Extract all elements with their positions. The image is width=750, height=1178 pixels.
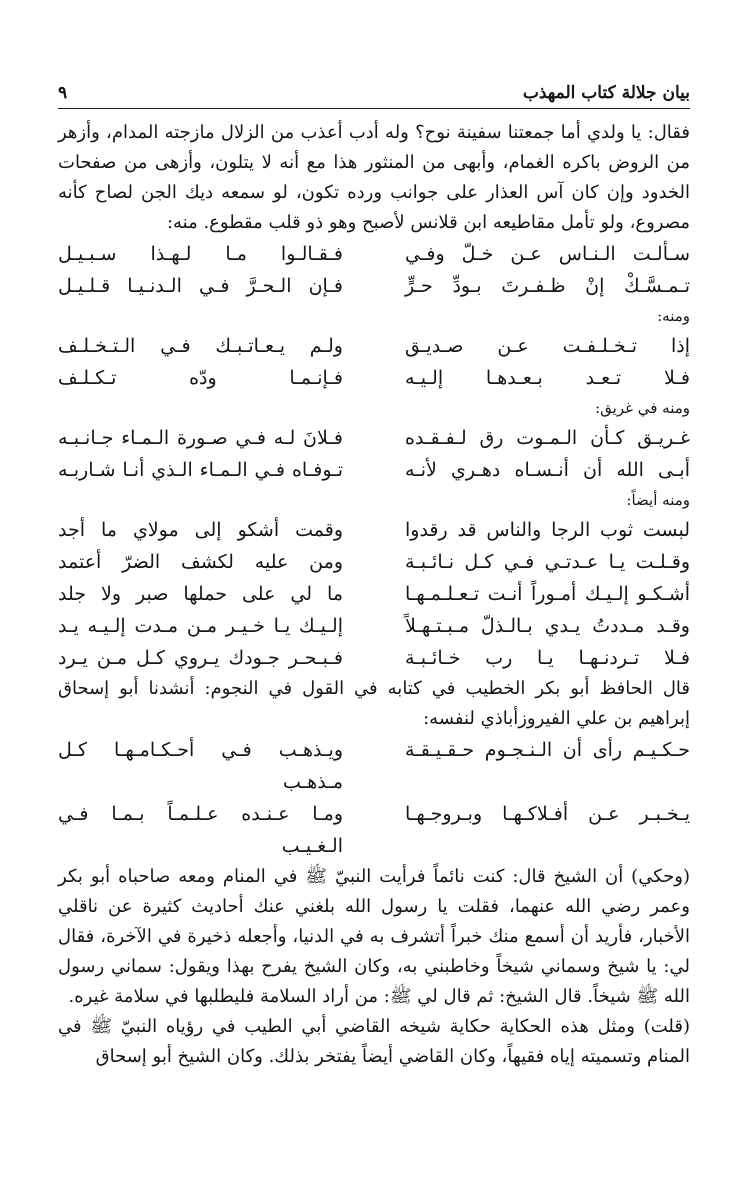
page-number: ٩ — [58, 83, 68, 103]
verse-second-hemistich: ولـم يـعـاتـبـك فـي الـتـخـلـف — [58, 335, 343, 357]
verse-second-hemistich: فـإن الـحـرَّ فـي الـدنـيـا قـلـيـل — [58, 275, 343, 297]
prose-line: رسول الله ﷺ شيخاً. قال الشيخ: ثم قال لي ﷺ: من أراد السلامة فليطلبها في سلامة — [58, 956, 690, 1007]
verse-first-hemistich: يـخـبـر عـن أفـلاكـهـا وبـروجـهـا — [405, 803, 690, 825]
verse-first-hemistich: تـمـسَّـكْ إنْ ظـفـرتَ بـودِّ حـرٍّ — [405, 275, 690, 297]
prose-line: الأخبار، فأريد أن أسمع منك خبراً أتشرف به في الدنيا، وأجعله ذخيرة في الآخرة، فقال — [58, 926, 690, 947]
hemistich-gap — [343, 514, 405, 546]
verse-second-hemistich: فـبـحـر جـودك يـروي كـل مـن يـرد — [58, 647, 343, 669]
verse-line — [58, 546, 690, 578]
running-title: بيان جلالة كتاب المهذب — [522, 83, 690, 103]
verse-first-hemistich: فـلا تـعـد بـعـدهـا إلـيـه — [405, 367, 690, 389]
prose-line: لي: يا شيخ وسماني شيخاً وخاطبني به، وكان الشيخ يفرح بهذا ويقول: سماني — [110, 956, 690, 977]
prose-line: قال الحافظ أبو بكر الخطيب في كتابه في القول في النجوم: أنشدنا أبو إسحاق — [58, 678, 690, 699]
verse-second-hemistich: ويـذهـب فـي أحـكـامـهـا كـل مـذهـب — [58, 739, 343, 793]
verse-first-hemistich: أشـكـو إلـيـك أمـوراً أنـت تـعـلـمـهـا — [405, 583, 690, 605]
hemistich-gap — [343, 238, 405, 270]
verse-first-hemistich: وقـلـت يـا عـدتـي فـي كـل نـائـبـة — [405, 551, 690, 573]
hemistich-gap — [343, 422, 405, 454]
section-label: ومنه أيضاً: — [626, 491, 690, 509]
verse-second-hemistich: ومـا عـنـده عـلـمـاً بـمـا فـي الـغـيـب — [58, 803, 343, 857]
verse-line — [58, 734, 690, 798]
verse-line — [58, 362, 690, 394]
verse-first-hemistich: فـلا تـردنـهـا يـا رب خـائـبـة — [405, 647, 690, 669]
prose-paragraph — [58, 862, 690, 1012]
verse-second-hemistich: تـوفـاه فـي الـمـاء الـذي أنـا شـاربـه — [58, 459, 343, 481]
section-label: ومنه: — [657, 307, 690, 325]
prose-line: مصروع، ولو تأمل مقاطيعه ابن قلانس لأصبح وهو ذو قلب مقطوع. منه: — [166, 212, 690, 233]
prose-paragraph — [58, 118, 690, 238]
prose-line: المنام وتسميته إياه فقيهاً، وكان القاضي أيضاً يفتخر بذلك. وكان الشيخ أبو إسحاق — [95, 1046, 690, 1067]
page-body — [58, 118, 690, 1072]
verse-line — [58, 642, 690, 674]
verse-line — [58, 422, 690, 454]
hemistich-gap — [343, 330, 405, 362]
hemistich-gap — [343, 270, 405, 302]
verse-line — [58, 578, 690, 610]
verse-second-hemistich: فـقـالـوا مـا لـهـذا سـبـيـل — [58, 243, 343, 265]
verse-line — [58, 330, 690, 362]
verse-line — [58, 454, 690, 486]
hemistich-gap — [343, 734, 405, 798]
verse-first-hemistich: أبـى الله أن أنـسـاه دهـري لأنـه — [405, 459, 690, 481]
verse-second-hemistich: ومن عليه لكشف الضرّ أعتمد — [58, 551, 343, 573]
hemistich-gap — [343, 798, 405, 862]
prose-paragraph — [58, 674, 690, 734]
verse-first-hemistich: وقـد مـددتُ يـدي بـالـذلّ مـبـتـهـلاً — [405, 615, 690, 637]
prose-line: (قلت) ومثل هذه الحكاية حكاية شيخه القاضي أبي الطيب في رؤياه النبيّ ﷺ في — [58, 1016, 690, 1037]
verse-first-hemistich: سـألـت الـنـاس عـن خـلّ وفـي — [405, 243, 690, 265]
verse-first-hemistich: لبست ثوب الرجا والناس قد رقدوا — [405, 519, 690, 541]
verse-second-hemistich: فـلانَ لـه فـي صـورة الـمـاء جـانـبـه — [58, 427, 343, 449]
verse-line — [58, 238, 690, 270]
verse-second-hemistich: فـإنـمـا ودّه تـكـلـف — [58, 367, 343, 389]
prose-line: من الروض باكره الغمام، وأبهى من المنثور هذا مع أنه لا يتلون، وأزهى من صفحات — [58, 152, 690, 173]
verse-line — [58, 270, 690, 302]
hemistich-gap — [343, 642, 405, 674]
page-header — [58, 80, 690, 109]
hemistich-gap — [343, 610, 405, 642]
verse-first-hemistich: إذا تـخـلـفـت عـن صـديـق — [405, 335, 690, 357]
prose-paragraph — [58, 1012, 690, 1072]
prose-line: بكر وعمر رضي الله عنهما، فقلت يا رسول الله بلغني عنك أحاديث كثيرة عن ناقلي — [58, 866, 690, 917]
hemistich-gap — [343, 454, 405, 486]
prose-line: (وحكي) أن الشيخ قال: كنت نائماً فرأيت النبيّ ﷺ في المنام ومعه صاحباه أبو — [90, 866, 690, 887]
verse-second-hemistich: ما لي على حملها صبر ولا جلد — [58, 583, 343, 605]
prose-line: إبراهيم بن علي الفيروزأباذي لنفسه: — [423, 708, 690, 729]
hemistich-gap — [343, 362, 405, 394]
verse-line — [58, 514, 690, 546]
prose-line: فقال: يا ولدي أما جمعتنا سفينة نوح؟ وله أدب أعذب من الزلال مازجته المدام، وأزهر — [58, 122, 690, 143]
prose-line: غيره. — [68, 986, 109, 1007]
section-label: ومنه في غريق: — [595, 399, 690, 417]
verse-first-hemistich: حـكـيـم رأى أن الـنـجـوم حـقـيـقـة — [405, 739, 690, 761]
prose-line: الخدود وإن كان آس العذار على جوانب ورده تكون، لو سمعه ديك الجن لصاح كأنه — [58, 182, 690, 203]
verse-first-hemistich: غـريـق كـأن الـمـوت رق لـفـقـده — [405, 427, 690, 449]
verse-line — [58, 610, 690, 642]
hemistich-gap — [343, 578, 405, 610]
hemistich-gap — [343, 546, 405, 578]
verse-second-hemistich: إلـيـك يـا خـيـر مـن مـدت إلـيـه يـد — [58, 615, 343, 637]
verse-second-hemistich: وقمت أشكو إلى مولاي ما أجد — [58, 519, 343, 541]
verse-line — [58, 798, 690, 862]
